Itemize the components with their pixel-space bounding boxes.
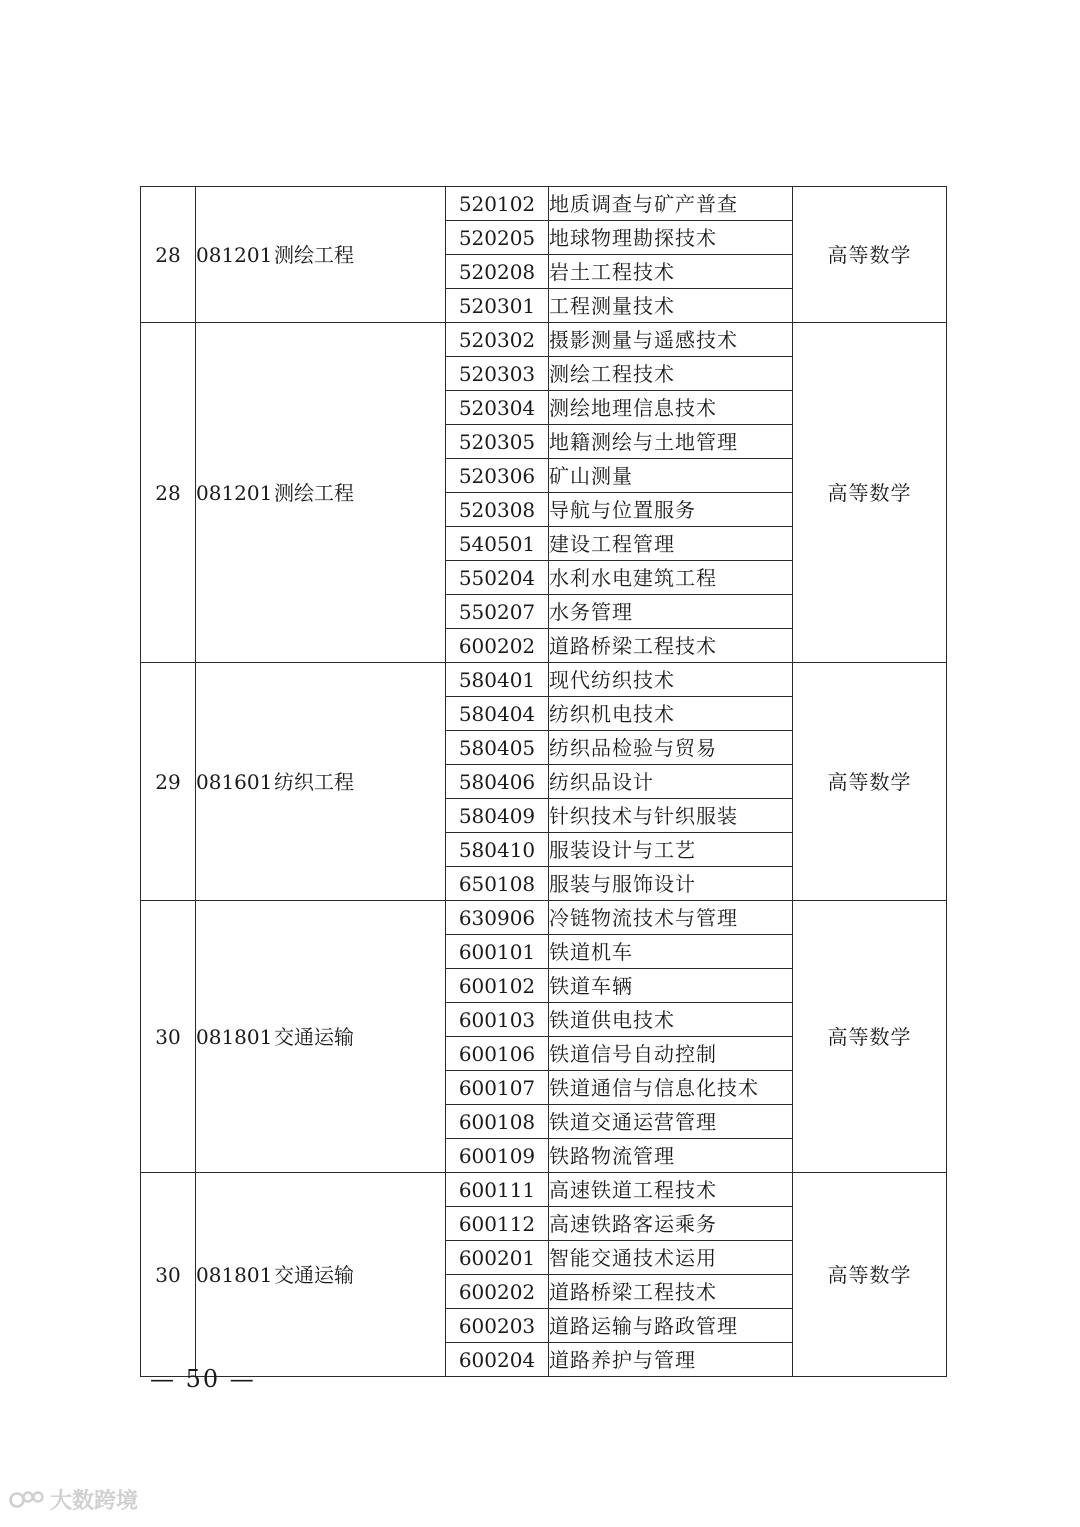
- table-row: [141, 1173, 947, 1207]
- program-name-cell: 铁道交通运营管理: [549, 1105, 793, 1139]
- major-code: 081201: [196, 242, 273, 267]
- undergrad-major-cell: [196, 663, 446, 901]
- program-name-cell: 道路桥梁工程技术: [549, 1275, 793, 1309]
- program-code-cell: 520205: [446, 221, 549, 255]
- program-name-cell: 智能交通技术运用: [549, 1241, 793, 1275]
- program-code-cell: 580410: [446, 833, 549, 867]
- program-name-cell: 铁道车辆: [549, 969, 793, 1003]
- program-name-cell: 道路养护与管理: [549, 1343, 793, 1377]
- program-code-cell: 600112: [446, 1207, 549, 1241]
- program-code-cell: 520102: [446, 187, 549, 221]
- program-name-cell: 冷链物流技术与管理: [549, 901, 793, 935]
- major-mapping-table: [140, 186, 947, 1377]
- table-body: [141, 187, 947, 1377]
- program-code-cell: 600109: [446, 1139, 549, 1173]
- program-name-cell: 铁路物流管理: [549, 1139, 793, 1173]
- program-code-cell: 600101: [446, 935, 549, 969]
- program-code-cell: 520306: [446, 459, 549, 493]
- program-name-cell: 岩土工程技术: [549, 255, 793, 289]
- program-code-cell: 600103: [446, 1003, 549, 1037]
- undergrad-major-cell: [196, 323, 446, 663]
- program-code-cell: 580405: [446, 731, 549, 765]
- program-code-cell: 600107: [446, 1071, 549, 1105]
- major-name: 测绘工程: [274, 242, 354, 267]
- program-name-cell: 测绘地理信息技术: [549, 391, 793, 425]
- watermark: [8, 1484, 138, 1515]
- program-name-cell: 水务管理: [549, 595, 793, 629]
- major-name: 交通运输: [274, 1262, 354, 1287]
- program-name-cell: 地质调查与矿产普查: [549, 187, 793, 221]
- program-code-cell: 520308: [446, 493, 549, 527]
- program-code-cell: 600202: [446, 1275, 549, 1309]
- major-code: 081601: [196, 769, 273, 794]
- exam-subject-cell: 高等数学: [793, 663, 947, 901]
- table-row: [141, 323, 947, 357]
- exam-subject-cell: 高等数学: [793, 1173, 947, 1377]
- program-code-cell: 600102: [446, 969, 549, 1003]
- program-code-cell: 520304: [446, 391, 549, 425]
- program-name-cell: 地籍测绘与土地管理: [549, 425, 793, 459]
- program-name-cell: 水利水电建筑工程: [549, 561, 793, 595]
- program-code-cell: 600202: [446, 629, 549, 663]
- program-code-cell: 520301: [446, 289, 549, 323]
- program-name-cell: 铁道信号自动控制: [549, 1037, 793, 1071]
- program-code-cell: 630906: [446, 901, 549, 935]
- program-name-cell: 纺织品设计: [549, 765, 793, 799]
- program-name-cell: 高速铁路客运乘务: [549, 1207, 793, 1241]
- serial-number-cell: 29: [141, 663, 196, 901]
- program-name-cell: 建设工程管理: [549, 527, 793, 561]
- program-code-cell: 520302: [446, 323, 549, 357]
- watermark-logo-icon: [8, 1489, 46, 1511]
- program-code-cell: 540501: [446, 527, 549, 561]
- major-name: 纺织工程: [274, 769, 354, 794]
- program-code-cell: 580401: [446, 663, 549, 697]
- program-name-cell: 铁道通信与信息化技术: [549, 1071, 793, 1105]
- program-name-cell: 道路桥梁工程技术: [549, 629, 793, 663]
- program-code-cell: 600106: [446, 1037, 549, 1071]
- program-name-cell: 铁道供电技术: [549, 1003, 793, 1037]
- program-name-cell: 摄影测量与遥感技术: [549, 323, 793, 357]
- serial-number-cell: 30: [141, 1173, 196, 1377]
- program-name-cell: 测绘工程技术: [549, 357, 793, 391]
- table-row: [141, 663, 947, 697]
- program-name-cell: 针织技术与针织服装: [549, 799, 793, 833]
- program-code-cell: 600203: [446, 1309, 549, 1343]
- program-code-cell: 520208: [446, 255, 549, 289]
- program-code-cell: 600108: [446, 1105, 549, 1139]
- program-name-cell: 地球物理勘探技术: [549, 221, 793, 255]
- serial-number-cell: 28: [141, 187, 196, 323]
- major-code: 081201: [196, 480, 273, 505]
- page-number: — 50 —: [150, 1365, 256, 1393]
- program-code-cell: 580409: [446, 799, 549, 833]
- program-code-cell: 580406: [446, 765, 549, 799]
- serial-number-cell: 30: [141, 901, 196, 1173]
- undergrad-major-cell: [196, 1173, 446, 1377]
- exam-subject-cell: 高等数学: [793, 323, 947, 663]
- exam-subject-cell: 高等数学: [793, 187, 947, 323]
- program-code-cell: 600201: [446, 1241, 549, 1275]
- program-code-cell: 650108: [446, 867, 549, 901]
- program-name-cell: 纺织机电技术: [549, 697, 793, 731]
- program-code-cell: 520305: [446, 425, 549, 459]
- program-name-cell: 现代纺织技术: [549, 663, 793, 697]
- exam-subject-cell: 高等数学: [793, 901, 947, 1173]
- program-code-cell: 600204: [446, 1343, 549, 1377]
- undergrad-major-cell: [196, 901, 446, 1173]
- program-name-cell: 导航与位置服务: [549, 493, 793, 527]
- major-code: 081801: [196, 1024, 273, 1049]
- program-code-cell: 550204: [446, 561, 549, 595]
- program-code-cell: 580404: [446, 697, 549, 731]
- program-name-cell: 服装设计与工艺: [549, 833, 793, 867]
- program-code-cell: 550207: [446, 595, 549, 629]
- program-name-cell: 纺织品检验与贸易: [549, 731, 793, 765]
- program-name-cell: 道路运输与路政管理: [549, 1309, 793, 1343]
- program-name-cell: 服装与服饰设计: [549, 867, 793, 901]
- major-name: 交通运输: [274, 1024, 354, 1049]
- watermark-text: 大数跨境: [50, 1489, 139, 1514]
- serial-number-cell: 28: [141, 323, 196, 663]
- program-name-cell: 工程测量技术: [549, 289, 793, 323]
- table-row: [141, 901, 947, 935]
- major-name: 测绘工程: [274, 480, 354, 505]
- program-name-cell: 矿山测量: [549, 459, 793, 493]
- major-code: 081801: [196, 1262, 273, 1287]
- program-code-cell: 600111: [446, 1173, 549, 1207]
- table-row: [141, 187, 947, 221]
- program-name-cell: 铁道机车: [549, 935, 793, 969]
- program-code-cell: 520303: [446, 357, 549, 391]
- undergrad-major-cell: [196, 187, 446, 323]
- program-name-cell: 高速铁道工程技术: [549, 1173, 793, 1207]
